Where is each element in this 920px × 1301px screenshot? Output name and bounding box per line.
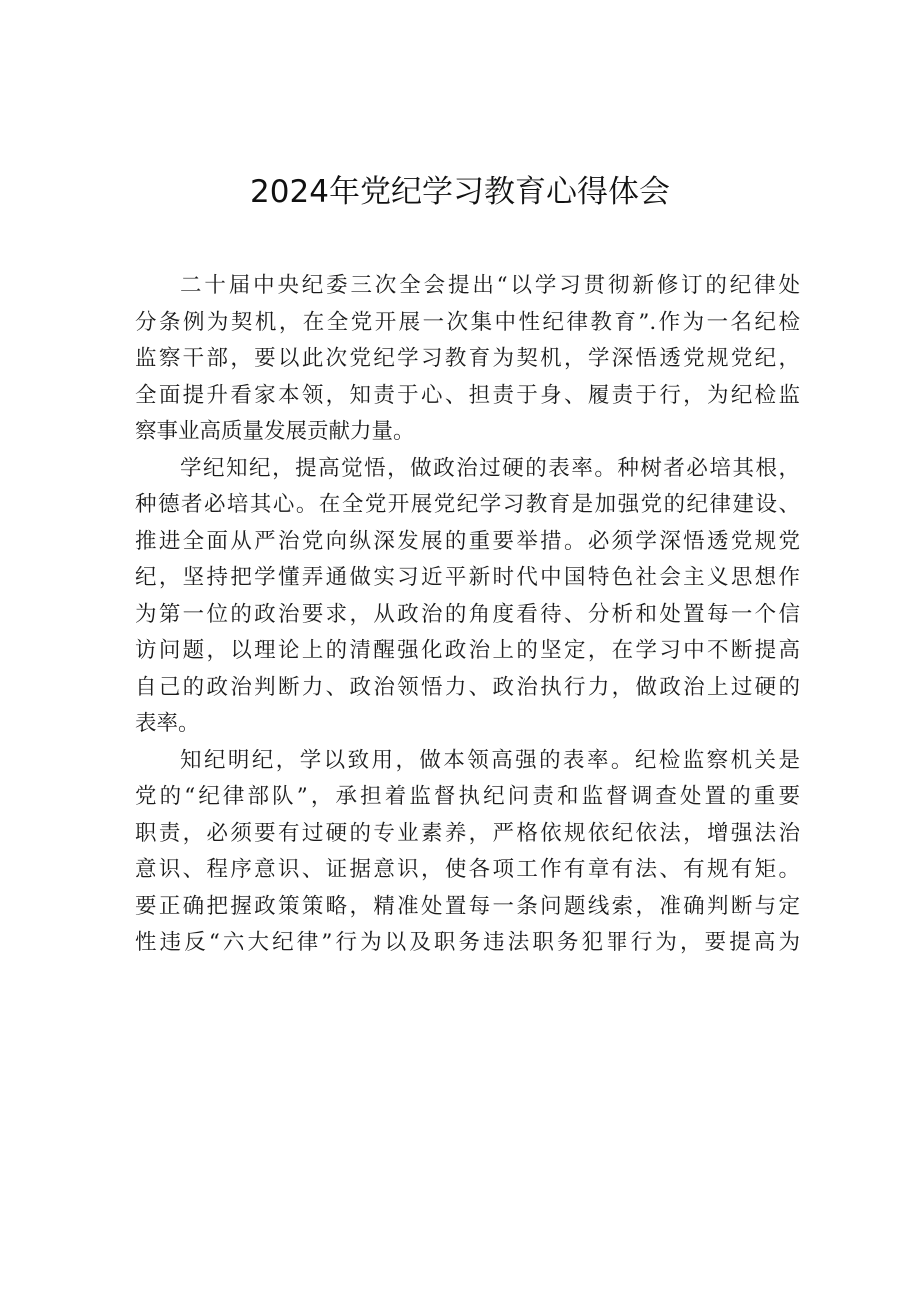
document-body bbox=[135, 268, 800, 962]
text-line: 职责，必须要有过硬的专业素养，严格依规依纪依法，增强法治 bbox=[135, 820, 800, 846]
text-line: 种德者必培其心。在全党开展党纪学习教育是加强党的纪律建设、 bbox=[135, 492, 800, 517]
text-line: 访问题，以理论上的清醒强化政治上的坚定，在学习中不断提高 bbox=[135, 638, 800, 663]
paragraph-2 bbox=[135, 451, 800, 743]
document-title: 2024年党纪学习教育心得体会 bbox=[250, 174, 670, 210]
text-line: 分条例为契机，在全党开展一次集中性纪律教育”.作为一名纪检 bbox=[135, 309, 800, 335]
text-line: 知纪明纪，学以致用，做本领高强的表率。纪检监察机关是 bbox=[180, 747, 800, 773]
text-line: 全面提升看家本领，知责于心、担责于身、履责于行，为纪检监 bbox=[135, 382, 800, 408]
text-line: 二十届中央纪委三次全会提出“以学习贯彻新修订的纪律处 bbox=[180, 273, 800, 298]
text-line: 性违反“六大纪律”行为以及职务违法职务犯罪行为，要提高为 bbox=[135, 930, 800, 955]
paragraph-3 bbox=[135, 743, 800, 962]
text-line: 学纪知纪，提高觉悟，做政治过硬的表率。种树者必培其根， bbox=[180, 455, 800, 481]
text-line: 推进全面从严治党向纵深发展的重要举措。必须学深悟透党规党 bbox=[135, 528, 800, 554]
text-line: 为第一位的政治要求，从政治的角度看待、分析和处置每一个信 bbox=[135, 601, 800, 627]
text-line: 监察干部，要以此次党纪学习教育为契机，学深悟透党规党纪， bbox=[135, 346, 800, 371]
text-line: 党的“纪律部队”，承担着监督执纪问责和监督调查处置的重要 bbox=[135, 784, 800, 809]
text-line: 自己的政治判断力、政治领悟力、政治执行力，做政治上过硬的 bbox=[135, 674, 800, 700]
paragraph-1 bbox=[135, 268, 800, 451]
text-line: 纪，坚持把学懂弄通做实习近平新时代中国特色社会主义思想作 bbox=[135, 565, 800, 590]
text-line: 意识、程序意识、证据意识，使各项工作有章有法、有规有矩。 bbox=[135, 857, 800, 882]
text-line: 察事业高质量发展贡献力量。 bbox=[135, 419, 415, 444]
text-line: 要正确把握政策策略，精准处置每一条问题线索，准确判断与定 bbox=[135, 893, 800, 919]
text-line: 表率。 bbox=[135, 711, 200, 736]
